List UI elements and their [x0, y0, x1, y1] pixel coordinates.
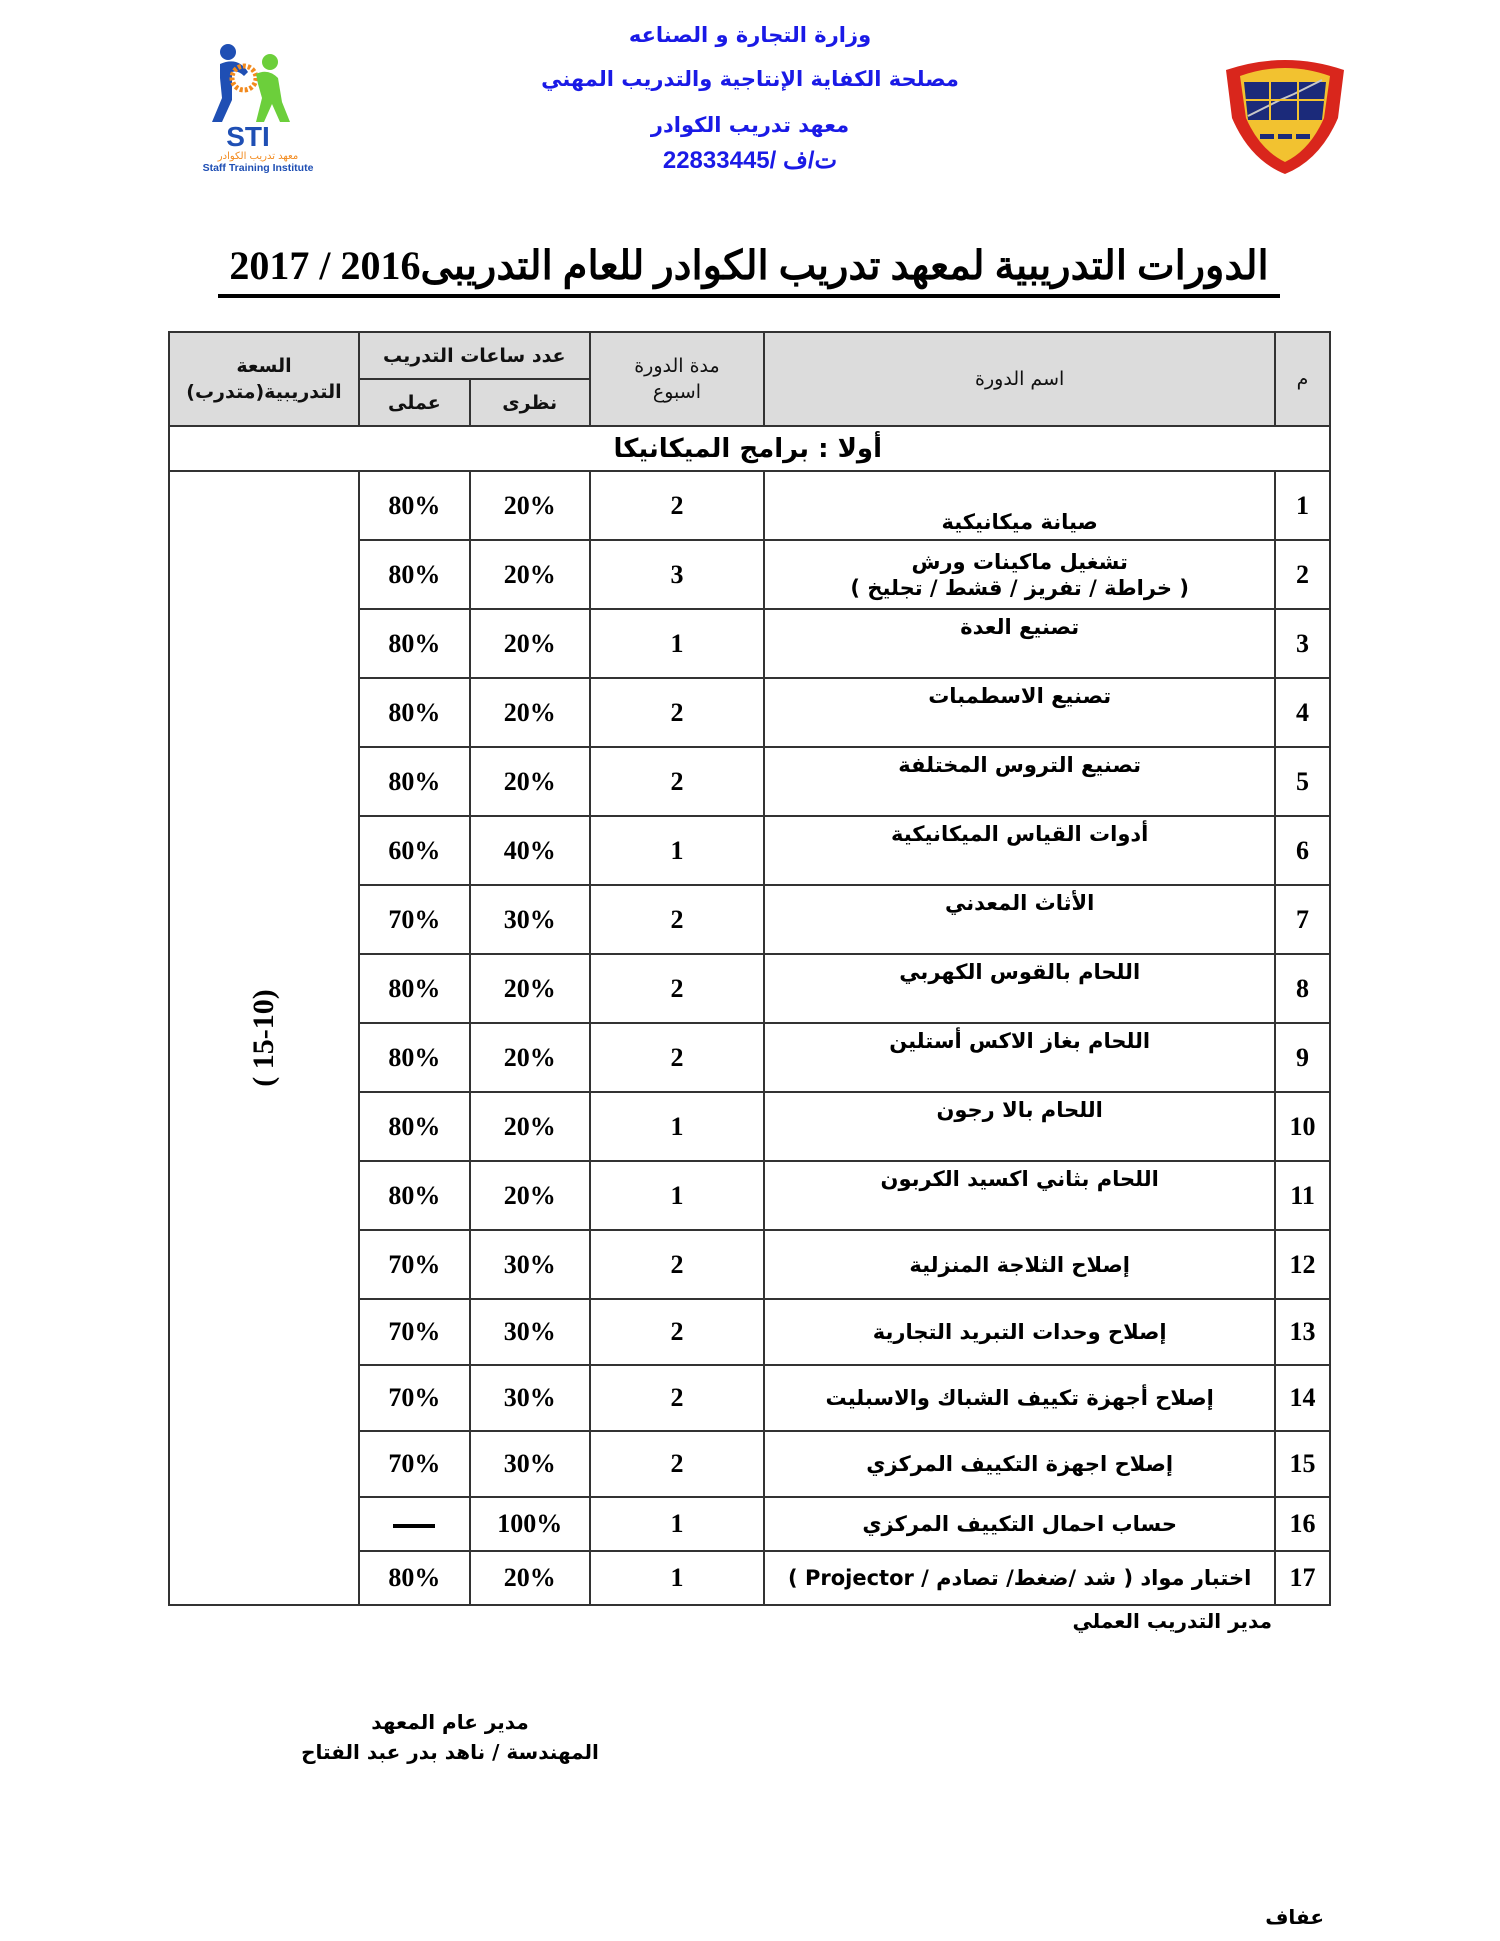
- director-title: مدير عام المعهد: [371, 1710, 529, 1734]
- practical-percent: 80%: [359, 954, 470, 1023]
- course-name: إصلاح اجهزة التكييف المركزي: [764, 1431, 1275, 1497]
- dash-icon: [393, 1524, 435, 1528]
- theory-percent: 30%: [470, 1299, 590, 1365]
- director-signature: [300, 1707, 600, 1767]
- courses-table: [168, 331, 1331, 1606]
- course-name: إصلاح وحدات التبريد التجارية: [764, 1299, 1275, 1365]
- theory-percent: 20%: [470, 1161, 590, 1230]
- course-weeks: 2: [590, 1023, 765, 1092]
- header-theory: نظرى: [470, 379, 590, 426]
- course-weeks: 2: [590, 954, 765, 1023]
- course-name: صيانة ميكانيكية: [764, 471, 1275, 540]
- theory-percent: 30%: [470, 1431, 590, 1497]
- practical-percent: 80%: [359, 540, 470, 609]
- theory-percent: 20%: [470, 1092, 590, 1161]
- course-weeks: 1: [590, 1551, 765, 1605]
- row-number: 12: [1275, 1230, 1330, 1299]
- course-name: [764, 540, 1275, 609]
- practical-percent: 80%: [359, 1023, 470, 1092]
- practical-percent: 80%: [359, 1161, 470, 1230]
- practical-percent: 70%: [359, 1431, 470, 1497]
- course-name: تصنيع الاسطمبات: [764, 678, 1275, 747]
- row-number: 17: [1275, 1551, 1330, 1605]
- practical-percent: 80%: [359, 678, 470, 747]
- row-number: 7: [1275, 885, 1330, 954]
- theory-percent: 20%: [470, 540, 590, 609]
- header-duration-line1: مدة الدورة: [634, 355, 720, 377]
- theory-percent: 40%: [470, 816, 590, 885]
- director-name: المهندسة / ناهد بدر عبد الفتاح: [301, 1740, 599, 1764]
- header-duration-line2: اسبوع: [652, 381, 701, 403]
- header-number: م: [1275, 332, 1330, 426]
- course-weeks: 2: [590, 1431, 765, 1497]
- course-weeks: 1: [590, 1497, 765, 1551]
- header-capacity: [169, 332, 359, 426]
- practical-percent: 80%: [359, 1551, 470, 1605]
- row-number: 15: [1275, 1431, 1330, 1497]
- course-weeks: 2: [590, 747, 765, 816]
- course-name-line1: تشغيل ماكينات ورش: [911, 549, 1128, 574]
- practical-percent: 60%: [359, 816, 470, 885]
- sti-logo-icon: [198, 42, 358, 174]
- authority-name: مصلحة الكفاية الإنتاجية والتدريب المهني: [541, 67, 959, 91]
- course-weeks: 2: [590, 1299, 765, 1365]
- table-row: [169, 471, 1330, 540]
- institution-header: [530, 18, 970, 176]
- ministry-name: وزارة التجارة و الصناعه: [628, 23, 872, 47]
- row-number: 4: [1275, 678, 1330, 747]
- theory-percent: 30%: [470, 1230, 590, 1299]
- theory-percent: 20%: [470, 609, 590, 678]
- practical-percent: 70%: [359, 1230, 470, 1299]
- course-name: تصنيع العدة: [764, 609, 1275, 678]
- row-number: 8: [1275, 954, 1330, 1023]
- practical-percent: 70%: [359, 1299, 470, 1365]
- capacity-value: ( 15-10): [246, 989, 280, 1087]
- row-number: 2: [1275, 540, 1330, 609]
- theory-percent: 100%: [470, 1497, 590, 1551]
- course-name: اللحام بثاني اكسيد الكربون: [764, 1161, 1275, 1230]
- row-number: 9: [1275, 1023, 1330, 1092]
- row-number: 6: [1275, 816, 1330, 885]
- svg-text:معهد تدريب الكوادر: معهد تدريب الكوادر: [217, 151, 299, 162]
- course-weeks: 2: [590, 1230, 765, 1299]
- row-number: 13: [1275, 1299, 1330, 1365]
- course-name: إصلاح الثلاجة المنزلية: [764, 1230, 1275, 1299]
- course-name: أدوات القياس الميكانيكية: [764, 816, 1275, 885]
- typist-initials: عفاف: [1265, 1905, 1324, 1929]
- course-name-line2: ( خراطة / تفريز / قشط / تجليخ ): [850, 575, 1189, 600]
- course-weeks: 2: [590, 1365, 765, 1431]
- theory-percent: 20%: [470, 471, 590, 540]
- row-number: 14: [1275, 1365, 1330, 1431]
- course-weeks: 2: [590, 678, 765, 747]
- theory-percent: 20%: [470, 1551, 590, 1605]
- theory-percent: 20%: [470, 678, 590, 747]
- theory-percent: 20%: [470, 954, 590, 1023]
- course-name: حساب احمال التكييف المركزي: [764, 1497, 1275, 1551]
- header-training-hours: عدد ساعات التدريب: [359, 332, 590, 379]
- capacity-cell: [169, 471, 359, 1605]
- course-name: تصنيع التروس المختلفة: [764, 747, 1275, 816]
- section-title: أولا : برامج الميكانيكا: [169, 426, 1330, 471]
- training-manager-signature: مدير التدريب العملي: [1072, 1609, 1272, 1633]
- institute-name: معهد تدريب الكوادر: [650, 113, 850, 137]
- course-name: اختبار مواد ( شد /ضغط/ تصادم / Projector ): [764, 1551, 1275, 1605]
- course-weeks: 2: [590, 885, 765, 954]
- svg-text:Staff Training Institute: Staff Training Institute: [202, 162, 314, 174]
- section-row: [169, 426, 1330, 471]
- course-name: إصلاح أجهزة تكييف الشباك والاسبليت: [764, 1365, 1275, 1431]
- row-number: 1: [1275, 471, 1330, 540]
- header-duration: [590, 332, 765, 426]
- practical-percent: 80%: [359, 609, 470, 678]
- row-number: 11: [1275, 1161, 1330, 1230]
- phone-number: ت/ف /22833445: [662, 147, 838, 174]
- practical-percent: 80%: [359, 1092, 470, 1161]
- practical-percent: [359, 1497, 470, 1551]
- practical-percent: 70%: [359, 1365, 470, 1431]
- header-practical: عملى: [359, 379, 470, 426]
- course-name: الأثاث المعدني: [764, 885, 1275, 954]
- header-course-name: اسم الدورة: [764, 332, 1275, 426]
- course-weeks: 3: [590, 540, 765, 609]
- svg-text:STI: STI: [226, 121, 270, 152]
- table-header-row: [169, 332, 1330, 379]
- course-weeks: 2: [590, 471, 765, 540]
- document-title: الدورات التدريبية لمعهد تدريب الكوادر للعام التدريبى2016 / 2017: [218, 240, 1280, 298]
- row-number: 10: [1275, 1092, 1330, 1161]
- course-weeks: 1: [590, 816, 765, 885]
- header-capacity-line2: التدريبية(متدرب): [186, 381, 342, 403]
- practical-percent: 80%: [359, 747, 470, 816]
- row-number: 16: [1275, 1497, 1330, 1551]
- theory-percent: 30%: [470, 885, 590, 954]
- course-name: اللحام بالا رجون: [764, 1092, 1275, 1161]
- course-name: اللحام بالقوس الكهربي: [764, 954, 1275, 1023]
- course-weeks: 1: [590, 1092, 765, 1161]
- course-name: اللحام بغاز الاكس أستلين: [764, 1023, 1275, 1092]
- header-capacity-line1: السعة: [236, 355, 292, 377]
- practical-percent: 80%: [359, 471, 470, 540]
- theory-percent: 30%: [470, 1365, 590, 1431]
- theory-percent: 20%: [470, 747, 590, 816]
- course-weeks: 1: [590, 609, 765, 678]
- practical-percent: 70%: [359, 885, 470, 954]
- row-number: 5: [1275, 747, 1330, 816]
- course-weeks: 1: [590, 1161, 765, 1230]
- theory-percent: 20%: [470, 1023, 590, 1092]
- authority-shield-icon: [1220, 48, 1350, 176]
- row-number: 3: [1275, 609, 1330, 678]
